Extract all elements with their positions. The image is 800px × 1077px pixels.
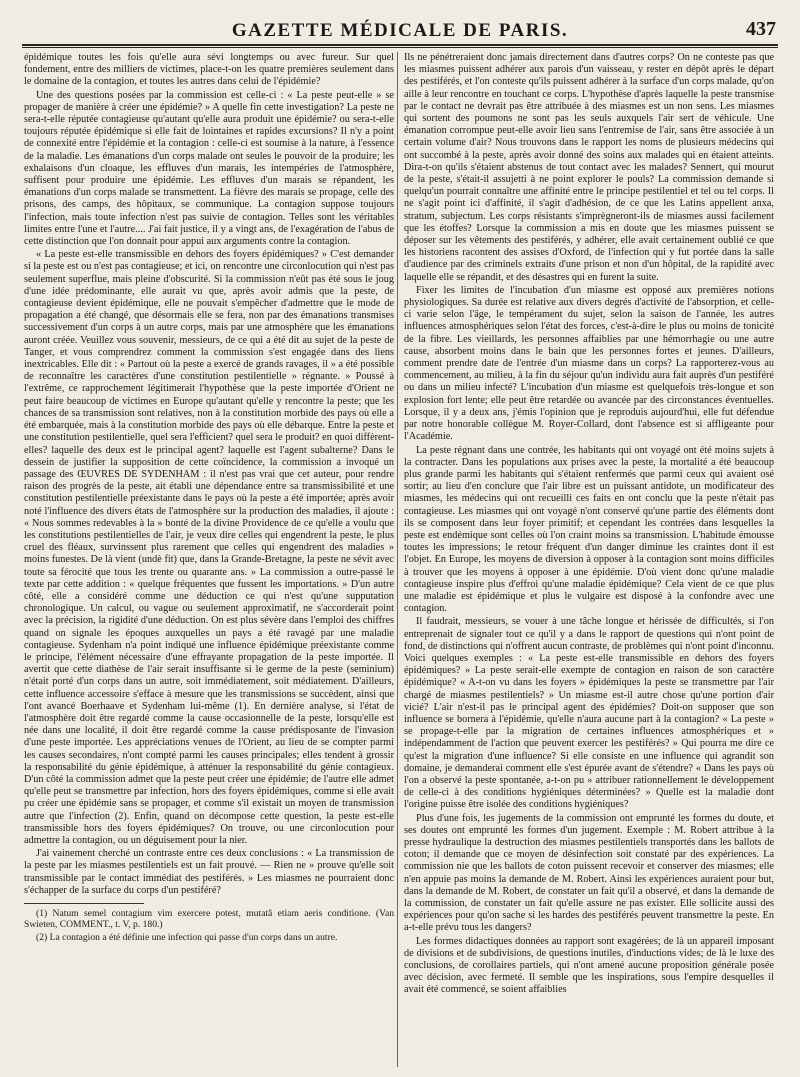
page-title: GAZETTE MÉDICALE DE PARIS. — [231, 20, 569, 41]
paragraph: Ils ne pénétreraient donc jamais directement dans d'autres corps? On ne conteste pas que les miasmes puissent adhérer aux parois d'un vaisseau, y rester en dépôt après le départ des pestiférés, et l'on conteste qu'ils puissent adhérer à la surface d'un corps malade, qu'on aille à leur rencontre en touchant ce corps. L'hypothèse d'après laquelle la peste transmise par le contact ne devrait pas être attribuée à des miasmes est un non sens. Les miasmes qui sortent des poumons ne sont pas les seuls auxquels l'air sert de véhicule. Une émanation corrompue peut-elle avoir lieu sans l'entremise de l'air, sans être associée à un certain volume d'air? Nous trouvons dans le rapport les noms de plusieurs médecins qui ont succombé à la peste, après avoir donné des soins aux malades qui en étaient atteints. Dira-t-on qu'ils s'étaient abstenus de tout contact avec les malades? Sennert, qui mourut de la peste, s'était-il assujetti à ne point explorer le pouls? La commission demande si quelqu'un pourrait connaître une affinité entre le principe pestilentiel et tel ou tel corps. Il ne s'agit point ici d'affinité, il s'agit d'adhésion, de ce que les Latins appellent anxa, stratum, subjectum. Les corps résistants s'imprègneront-ils de miasmes aussi facilement que les étoffes? Lorsque la commission a mis en doute que les miasmes puissent se déposer sur les vêtements des pestiférés, y adhérer, elle avait certainement oublié ce que les historiens racontent des assises d'Oxford, de l'infection qui y fut portée dans la salle d'audience par des criminels extraits d'une prison et non d'un hôpital, de la rapidité avec laquelle elle se répandit, et des désastres qui en furent la suite. — [404, 52, 774, 283]
paragraph: « La peste est-elle transmissible en dehors des foyers épidémiques? » C'est demander si la peste est ou n'est pas contagieuse; et ici, on rencontre une circonlocution qui n'est pas seulement superflue, mais pleine d'obscurité. Si la commission n'eût pas été sous le joug d'une idée prédominante, elle aurait vu que, après avoir admis que la peste, de contagieuse devient épidémique, elle ne pouvait s'empêcher d'admettre que le mode de propagation a été changé, que désormais elle se fera, non par des émanations transmises successivement d'un corps à un autre corps, mais par une atmosphère que les émanations auront créée. Veuillez vous souvenir, messieurs, de ce qui a été dit au sujet de la peste de Tanger, et vous comprendrez comment la commission s'est engagée dans des liens inextricables. Elle dit : « Partout où la peste a exercé de grands ravages, il » a été possible de reconnaître les caractères d'une constitution pestilentielle » régnante. » Poussé à l'extrême, ce rapprochement légitimerait l'hypothèse que la peste importée d'Orient ne peut faire beaucoup de victimes en Europe qu'autant qu'elle y rencontre la peste; que les chances de sa transmission sont relatives, non à la constitution morbide des pays où elle a été embarquée, mais à la constitution morbide des pays où elle débarque. Entre la peste et une constitution pestilentielle, quel sera l'efficient? quel sera le produit? en quoi diffèrent-elles? laquelle des deux est le principal agent? laquelle est l'agent subalterne? Dans le dessein de justifier la supposition de cette coïncidence, la commission a invoqué un passage des ŒUVRES DE SYDENHAM : il n'est pas vrai que cet auteur, pour rendre raison des progrès de la peste, ait établi une dépendance entre sa transmissibilité et une constitution pestilentielle préexistante dans le pays où la peste a été importée; après avoir noté l'influence des divers états de l'atmosphère sur la production des maladies, il ajoute : « Nous sommes redevables à la » bonté de la divine Providence de ce qu'elle a voulu que les constitutions pestilentielles de l'air, je veux dire celles qui engendrent la peste, le plus cruel des fléaux, survinssent plus rarement que celles qui engendrent des maladies » moins funestes. De là vient (undè fit) que, dans la Grande-Bretagne, la peste ne sévit avec toute sa férocité que tous les trente ou quarante ans. » La commission a outre-passé le texte par cette addition : « quelque fréquentes que fussent les importations. » D'un autre côté, elle a considéré comme une déduction ce qui n'est qu'une supputation chronologique. Un calcul, ou vague ou seulement approximatif, ne s'accorderait point avec la précision, la rigidité d'une déduction. On est plus sévère dans l'emploi des chiffres quand on signale les époques auxquelles un pays a été ravagé par une maladie contagieuse. Sydenham n'a point indiqué une influence épidémique préexistante comme le principe, l'élément nécessaire d'une effrayante propagation de la peste importée. Il avertit que cette diathèse de l'air serait insuffisante si le germe de la peste (seminium) n'était porté d'un corps dans un autre, soit immédiatement, soit médiatement. D'ailleurs, cette influence accessoire s'efface à mesure que les transmissions se succèdent, ainsi que l'ont avancé Boerhaave et Sydenham lui-même (1). En dernière analyse, si l'état de l'atmosphère doit être regardé comme la cause occasionnelle de la peste, lorsqu'elle est née dans une localité, il doit être regardé comme la cause prédisposante de l'invasion d'une peste importée. Les appréciations venues de l'Orient, au lieu de se compter parmi les causes secondaires, n'ont compté parmi les causes principales; elles tendent à grossir la responsabilité du génie épidémique, à atténuer la responsabilité du génie contagieux. D'un côté la commission admet que la peste peut créer une épidémie; de l'autre elle admet qu'elle peut se transmettre par infection, hors des foyers épidémiques, comme si elle avait pu créer une épidémie sans se propager, et comme s'il existait un moyen de transmission autre que l'infection (2). Enfin, quand on décompose cette question, la peste est-elle transmissible hors des foyers épidémiques? On trouve, ou une circonlocution pour admettre la contagion, ou un déguisement pour la nier. — [24, 249, 394, 846]
paragraph: Plus d'une fois, les jugements de la commission ont emprunté les formes du doute, et ses doutes ont emprunté les formes d'un jugement. Exemple : M. Robert attribue à la presse hydraulique la destruction des miasmes pestilentiels transportés dans les ballots de coton; il demande que ce moyen de désinfection soit constaté par des expériences. La commission nie que les ballots de coton puissent recevoir et conserver des miasmes; elle n'en appuie pas moins la demande de M. Robert. Ainsi les expériences auraient pour but, dans la demande de M. Robert, de constater un fait qu'il a observé, et dans la demande de la commission, de constater un fait qu'elle assure ne pas exister. Elle sollicite aussi des expériences pour qu'on sache si les hardes des pestiférés peuvent transmettre la peste. En a-t-elle prévu tous les dangers? — [404, 812, 774, 934]
column-divider — [397, 52, 398, 1067]
page-header — [22, 18, 778, 46]
paragraph: J'ai vainement cherché un contraste entre ces deux conclusions : « La transmission de la peste par les miasmes pestilentiels est un fait prouvé. — Rien ne » prouve qu'elle soit transmissible par le contact immédiat des pestiférés. » Les miasmes ne pourraient donc s'échapper de la surface du corps d'un pestiféré? — [24, 848, 394, 896]
footnote: (2) La contagion a été définie une infection qui passe d'un corps dans un autre. — [36, 931, 338, 943]
paragraph: Fixer les limites de l'incubation d'un miasme est opposé aux premières notions physiologiques. Sa durée est relative aux divers degrés d'activité de l'absorption, et celle-ci varie selon l'âge, le tempérament du sujet, selon la saison de l'année, les autres influences atmosphériques selon l'état des forces, c'est-à-dire le plus ou moins de tonicité de la fibre. Les vieillards, les personnes affaiblies par une hémorrhagie ou une autre cause, absorbent moins dans le bain que les personnes fortes et jeunes. D'ailleurs, comment prendre date de l'entrée d'un miasme dans un corps? La rapporterez-vous au commencement, au milieu, à la fin du séjour qu'un individu aura fait auprès d'un pestiféré ou dans un milieu infecté? L'incubation d'un miasme est quelquefois très-longue et son explosion fort lente; elle peut être retardée ou avancée par des circonstances éventuelles. Lorsque, il y a deux ans, j'émis l'opinion que je reproduis aujourd'hui, elle fut défendue par notre honorable collègue M. Royer-Collard, dont l'absence est si affligeante pour l'Académie. — [404, 284, 774, 443]
paragraph: Une des questions posées par la commission est celle-ci : « La peste peut-elle » se propager de manière à créer une épidémie? » A quelle fin cette investigation? La peste ne sera-t-elle réputée contagieuse qu'autant qu'elle aura produit une épidémie? ou sera-t-elle toujours réputée épidémique si elle fait de lointaines et rapides excursions? Il n'y a point de connexité entre l'épidémie et la contagion : celle-ci est soumise à la nature, à l'essence de la maladie. Les émanations d'un corps malade ont seules le pouvoir de la produire; les exhalaisons d'un cloaque, les effluves d'un marais, les intempéries de l'atmosphère, suffisent pour produire une épidémie. Les effluves d'un marais se répandent, les émanations d'un corps malade se transmettent. La fièvre des marais se propage, celle des prisons, des camps, des hôpitaux, se communique. La contagion suppose toujours l'infection, mais toute infection n'est pas suivie de contagion. Telles sont les véritables limites entre l'une et l'autre.... J'ai fait justice, il y a vingt ans, de l'exagération de l'abus de cette distinction que l'on donnait pour appui aux arguments contre la contagion. — [24, 89, 394, 248]
header-rule-thin — [22, 47, 778, 48]
footnote: (1) Natum semel contagium vim exercere potest, mutatâ etiam aeris conditione. (Van Swieten, COMMENT., t. V, p. 180.) — [24, 908, 394, 931]
right-column — [404, 52, 774, 1067]
page-number: 437 — [746, 18, 776, 40]
paragraph: Il faudrait, messieurs, se vouer à une tâche longue et hérissée de difficultés, si l'on entreprenait de signaler tout ce qu'il y a dans le rapport de questions qui n'ont point de fond, de distinctions qui n'offrent aucun contraste, de problèmes qui n'ont point d'inconnu. Voici quelques exemples : « La peste est-elle transmissible en dehors des foyers épidémiques? » La peste serait-elle exempte de contagion en raison de son caractère épidémique? « A-t-on vu dans les foyers » épidémiques la peste se transmettre par l'air chargé de miasmes pestilentiels? » Un miasme est-il autre chose qu'une portion d'air vicié? L'air n'est-il pas le principal agent des épidémies? Doit-on supposer que son influence se bornera à l'épidémie, qu'elle n'aura aucune part à la contagion? « La peste » se propage-t-elle par la migration de certaines influences atmosphériques et » indépendamment de l'action que peuvent exercer les pestiférés? » Qui pourra me dire ce qu'est la migration d'une influence? Si elle consiste en une influence qui agrandit son domaine, je demanderai comment elle s'est épurée avant de s'étendre? « Dans les pays où l'on a observé la peste spontanée, a-t-on pu » attribuer rationnellement le développement de celle-ci à des conditions hygiéniques déterminées? » Quelle est la maladie dont l'origine puisse être isolée des conditions hygiéniques? — [404, 616, 774, 811]
header-rule — [22, 44, 778, 46]
left-column — [24, 52, 394, 1067]
paragraph: épidémique toutes les fois qu'elle aura sévi longtemps ou avec fureur. Sur quel fondement, entre des milliers de victimes, place-t-on les quatre premières seulement dans le domaine de la contagion, et toutes les autres dans celui de l'épidémie? — [24, 52, 394, 88]
footnote-rule — [24, 903, 144, 904]
paragraph: La peste régnant dans une contrée, les habitants qui ont voyagé ont été moins sujets à la contracter. Dans les populations aux prises avec la peste, la mortalité a été beaucoup plus grande parmi les habitants qui s'étaient renfermés que parmi ceux qui avaient osé sortir; au lieu d'en conclure que l'air libre est un puissant antidote, un modificateur des miasmes, les médecins qui ont recueilli ces faits en ont conclu que la peste n'était pas contagieuse. Les miasmes qui ont voyagé n'ont conservé qu'une partie des éléments dont ils se composent dans leur foyer primitif; et cependant les contrées dans lesquelles la peste est endémique sont celles où l'on craint moins sa transmission. L'habitude émousse toutes les impressions; le retour fréquent d'un danger diminue les craintes dont il est l'objet. En Europe, les moyens de diversion à opposer à la contagion sont moins difficiles à trouver que les moyens à opposer à une épidémie. D'où vient donc qu'une maladie contagieuse inspire plus d'effroi qu'une maladie épidémique? Cela vient de ce que plus une maladie est épidémique et plus le vulgaire est disposé à la confondre avec une contagion. — [404, 444, 774, 615]
paragraph: Les formes didactiques données au rapport sont exagérées; de là un appareil imposant de divisions et de subdivisions, de questions inutiles, d'inductions vides; de là le luxe des conclusions, de corollaires partiels, qui n'ont amené aucune proposition générale posée avec décision, avec fermeté. Il semble que les inspirations, sous l'empire desquelles il avait été commencé, se soient affaiblies — [404, 935, 774, 996]
